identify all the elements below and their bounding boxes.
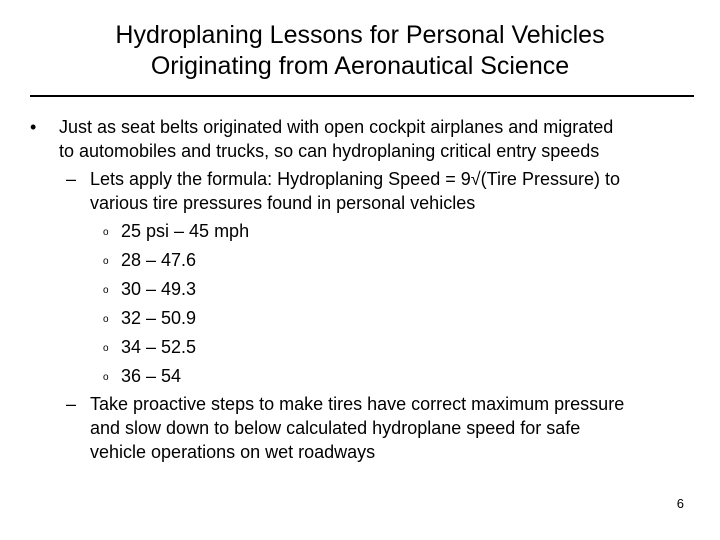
sub-bullet-marker: o — [103, 314, 109, 325]
sub-bullet-marker: o — [103, 372, 109, 383]
dash-marker: – — [66, 394, 77, 414]
bullet-1-line-1: Just as seat belts originated with open cockpit airplanes and migrated — [59, 117, 614, 137]
pressure-item: 36 – 54 — [121, 366, 182, 386]
sub-item-1-line-2: various tire pressures found in personal vehicles — [90, 193, 476, 213]
sub-item-1-line-1: Lets apply the formula: Hydroplaning Speed = 9√(Tire Pressure) to — [90, 169, 620, 189]
sub-bullet-marker: o — [103, 285, 109, 296]
sub-item-2-line-2: and slow down to below calculated hydroplane speed for safe — [90, 418, 581, 438]
pressure-item: 34 – 52.5 — [121, 337, 197, 357]
sub-item-2-line-3: vehicle operations on wet roadways — [90, 442, 376, 462]
pressure-item: 32 – 50.9 — [121, 308, 197, 328]
title-line-1: Hydroplaning Lessons for Personal Vehicles — [115, 21, 605, 49]
bullet-1-line-2: to automobiles and trucks, so can hydroplaning critical entry speeds — [59, 141, 600, 161]
sub-item-2-line-1: Take proactive steps to make tires have correct maximum pressure — [90, 394, 625, 414]
sub-bullet-marker: o — [103, 256, 109, 267]
bullet-marker: • — [30, 117, 37, 137]
pressure-item: 25 psi – 45 mph — [121, 221, 250, 241]
page-number: 6 — [676, 496, 684, 511]
sub-bullet-marker: o — [103, 343, 109, 354]
pressure-item: 30 – 49.3 — [121, 279, 197, 299]
sub-bullet-marker: o — [103, 227, 109, 238]
dash-marker: – — [66, 169, 77, 189]
title-line-2: Originating from Aeronautical Science — [150, 52, 570, 80]
pressure-item: 28 – 47.6 — [121, 250, 197, 270]
